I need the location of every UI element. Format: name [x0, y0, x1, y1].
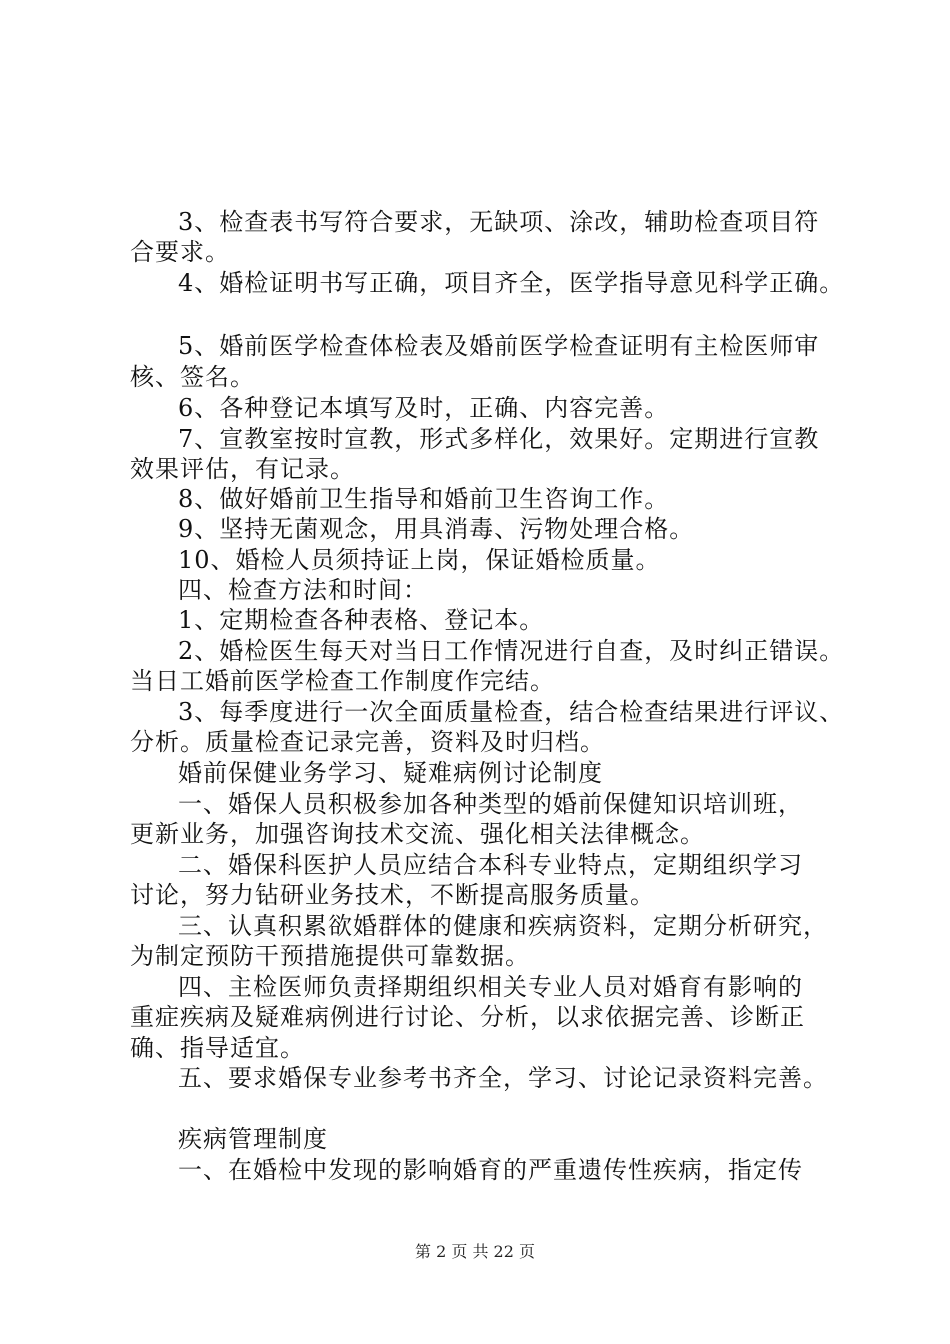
- text-line: 效果评估，有记录。: [130, 455, 355, 483]
- section-heading: 四、检查方法和时间：: [178, 576, 428, 604]
- text-line: 四、主检医师负责择期组织相关专业人员对婚育有影响的: [178, 973, 803, 1001]
- text-line: 分析。质量检查记录完善，资料及时归档。: [130, 728, 605, 756]
- text-line: 3、检查表书写符合要求，无缺项、涂改，辅助检查项目符: [178, 208, 820, 236]
- text-line: 三、认真积累欲婚群体的健康和疾病资料，定期分析研究，: [178, 912, 828, 940]
- text-line: 重症疾病及疑难病例进行讨论、分析，以求依据完善、诊断正: [130, 1003, 805, 1031]
- page-number-footer: 第 2 页 共 22 页: [415, 1242, 535, 1261]
- text-line: 合要求。: [130, 238, 230, 266]
- text-line: 5、婚前医学检查体检表及婚前医学检查证明有主检医师审: [178, 332, 820, 360]
- section-title: 疾病管理制度: [178, 1125, 328, 1153]
- text-line: 6、各种登记本填写及时，正确、内容完善。: [178, 394, 670, 422]
- text-line: 7、宣教室按时宣教，形式多样化，效果好。定期进行宣教: [178, 425, 820, 453]
- text-line: 9、坚持无菌观念，用具消毒、污物处理合格。: [178, 515, 695, 543]
- section-title: 婚前保健业务学习、疑难病例讨论制度: [178, 759, 603, 787]
- text-line: 二、婚保科医护人员应结合本科专业特点，定期组织学习: [178, 851, 803, 879]
- text-line: 1、定期检查各种表格、登记本。: [178, 606, 545, 634]
- text-line: 更新业务，加强咨询技术交流、强化相关法律概念。: [130, 820, 705, 848]
- text-line: 为制定预防干预措施提供可靠数据。: [130, 942, 530, 970]
- text-line: 确、指导适宜。: [130, 1034, 305, 1062]
- text-line: 3、每季度进行一次全面质量检查，结合检查结果进行评议、: [178, 698, 845, 726]
- text-line: 当日工婚前医学检查工作制度作完结。: [130, 667, 555, 695]
- text-line: 五、要求婚保专业参考书齐全，学习、讨论记录资料完善。: [178, 1064, 828, 1092]
- text-line: 2、婚检医生每天对当日工作情况进行自查，及时纠正错误。: [178, 637, 845, 665]
- text-line: 8、做好婚前卫生指导和婚前卫生咨询工作。: [178, 485, 670, 513]
- text-line: 核、签名。: [130, 363, 255, 391]
- text-line: 讨论，努力钻研业务技术，不断提高服务质量。: [130, 881, 655, 909]
- text-line: 10、婚检人员须持证上岗，保证婚检质量。: [178, 546, 661, 574]
- text-line: 一、在婚检中发现的影响婚育的严重遗传性疾病，指定传: [178, 1156, 803, 1184]
- text-line: 4、婚检证明书写正确，项目齐全，医学指导意见科学正确。: [178, 269, 845, 297]
- text-line: 一、婚保人员积极参加各种类型的婚前保健知识培训班，: [178, 790, 803, 818]
